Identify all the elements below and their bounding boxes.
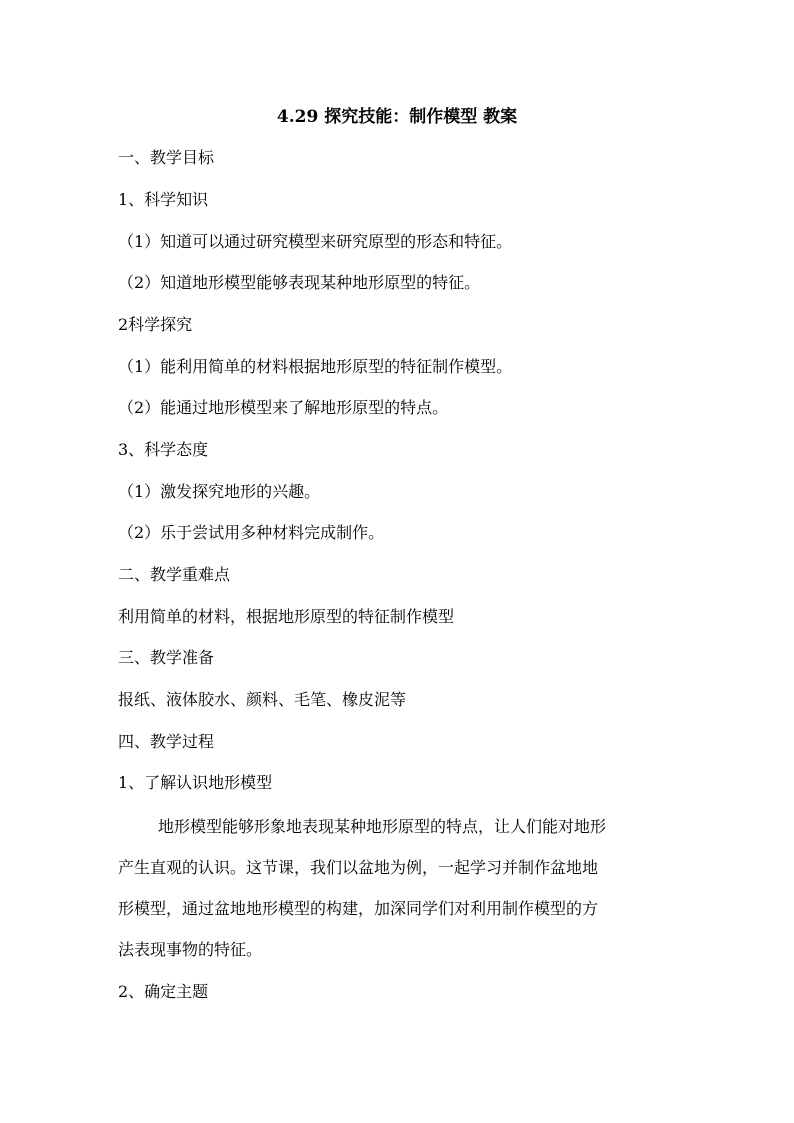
paragraph-line: 形模型，通过盆地地形模型的构建，加深同学们对利用制作模型的方 xyxy=(118,899,599,918)
body-text: 报纸、液体胶水、颜料、毛笔、橡皮泥等 xyxy=(118,690,407,709)
list-item: （1）能利用简单的材料根据地形原型的特征制作模型。 xyxy=(118,357,513,376)
subheading-science-attitude: 3、科学态度 xyxy=(118,440,209,459)
heading-teaching-process: 四、教学过程 xyxy=(118,732,215,751)
paragraph-line: 法表现事物的特征。 xyxy=(118,940,263,959)
body-text: 利用简单的材料，根据地形原型的特征制作模型 xyxy=(118,607,455,626)
heading-teaching-preparation: 三、教学准备 xyxy=(118,648,215,667)
list-item: （2）知道地形模型能够表现某种地形原型的特征。 xyxy=(118,273,481,292)
document-title: 4.29 探究技能：制作模型 教案 xyxy=(276,107,518,127)
paragraph-line: 地形模型能够形象地表现某种地形原型的特点，让人们能对地形 xyxy=(158,817,607,836)
subheading-science-inquiry: 2科学探究 xyxy=(118,315,193,334)
list-item: （2）能通过地形模型来了解地形原型的特点。 xyxy=(118,398,449,417)
paragraph-line: 产生直观的认识。这节课，我们以盆地为例，一起学习并制作盆地地 xyxy=(118,858,599,877)
body-paragraph xyxy=(118,806,678,970)
subheading-science-knowledge: 1、科学知识 xyxy=(118,190,209,209)
heading-key-difficulties: 二、教学重难点 xyxy=(118,565,231,584)
list-item: （1）激发探究地形的兴趣。 xyxy=(118,482,321,501)
list-item: （2）乐于尝试用多种材料完成制作。 xyxy=(118,523,385,542)
subheading-determine-theme: 2、确定主题 xyxy=(118,982,209,1001)
heading-teaching-objectives: 一、教学目标 xyxy=(118,148,215,167)
subheading-understand-models: 1、了解认识地形模型 xyxy=(118,773,273,792)
list-item: （1）知道可以通过研究模型来研究原型的形态和特征。 xyxy=(118,232,513,251)
